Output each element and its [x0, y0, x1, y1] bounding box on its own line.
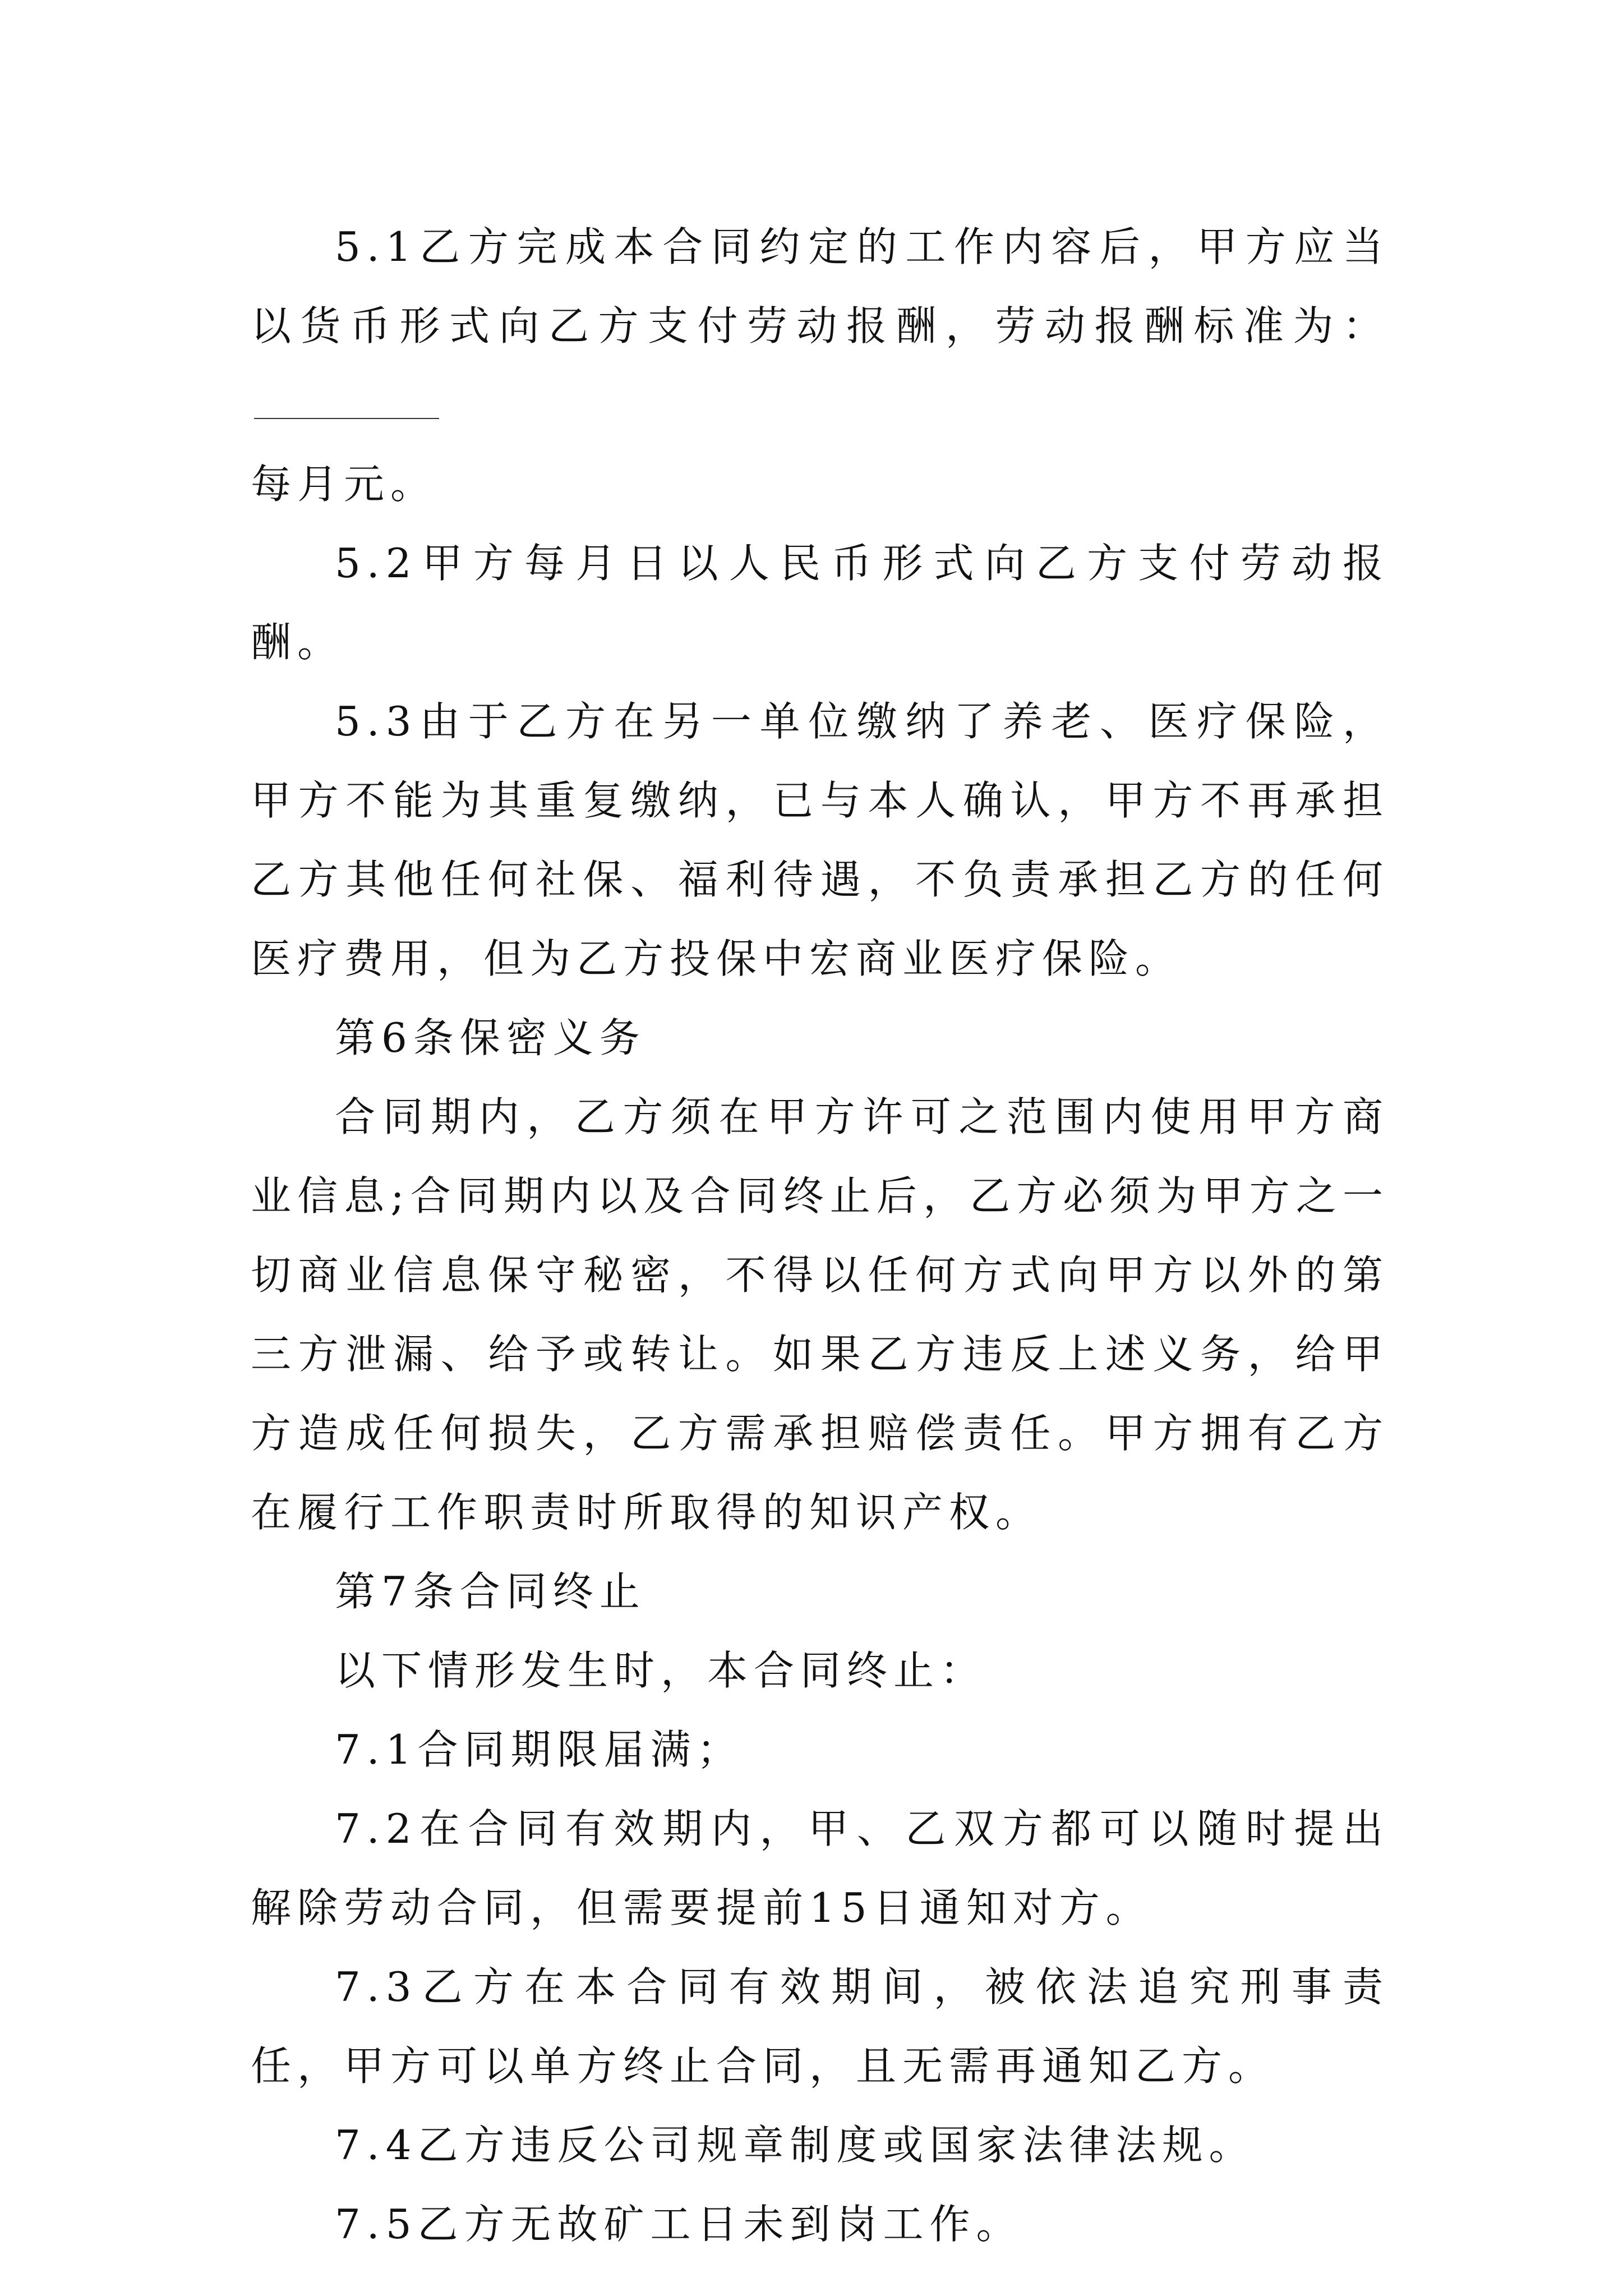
- clause-7-3: 7.3乙方在本合同有效期间，被依法追究刑事责任，甲方可以单方终止合同，且无需再通知乙方。: [251, 1963, 1389, 2090]
- document-page: [251, 208, 1389, 2264]
- clause-5-2: 5.2甲方每月日以人民币形式向乙方支付劳动报酬。: [251, 540, 1389, 666]
- clause-7-1: 7.1合同期限届满；: [335, 1726, 744, 1773]
- article-7-heading: 第7条合同终止: [335, 1568, 646, 1615]
- clause-5-1-text: 5.1乙方完成本合同约定的工作内容后，甲方应当以货币形式向乙方支付劳动报酬，劳动报酬标准为：: [251, 223, 1389, 349]
- clause-7-2: 7.2在合同有效期内，甲、乙双方都可以随时提出解除劳动合同，但需要提前15日通知对方。: [251, 1805, 1389, 1931]
- article-7-intro: 以下情形发生时，本合同终止：: [335, 1647, 987, 1694]
- clause-7-4: 7.4乙方违反公司规章制度或国家法律法规。: [335, 2122, 1256, 2169]
- remuneration-blank-line: [254, 379, 439, 419]
- clause-7-5: 7.5乙方无故矿工日未到岗工作。: [335, 2201, 1023, 2248]
- clause-5-1: [251, 208, 1389, 524]
- article-6-body: 合同期内，乙方须在甲方许可之范围内使用甲方商业信息;合同期内以及合同终止后，乙方必须为甲方之一切商业信息保守秘密，不得以任何方式向甲方以外的第三方泄漏、给予或转让。如果乙方违反上述义务，给甲方造成任何损失，乙方需承担赔偿责任。甲方拥有乙方在履行工作职责时所取得的知识产权。: [251, 1093, 1389, 1536]
- clause-5-3: 5.3由于乙方在另一单位缴纳了养老、医疗保险，甲方不能为其重复缴纳，已与本人确认，甲方不再承担乙方其他任何社保、福利待遇，不负责承担乙方的任何医疗费用，但为乙方投保中宏商业医疗保险。: [251, 698, 1389, 982]
- clause-5-1-tail: 每月元。: [251, 461, 437, 508]
- article-6-heading: 第6条保密义务: [335, 1014, 646, 1061]
